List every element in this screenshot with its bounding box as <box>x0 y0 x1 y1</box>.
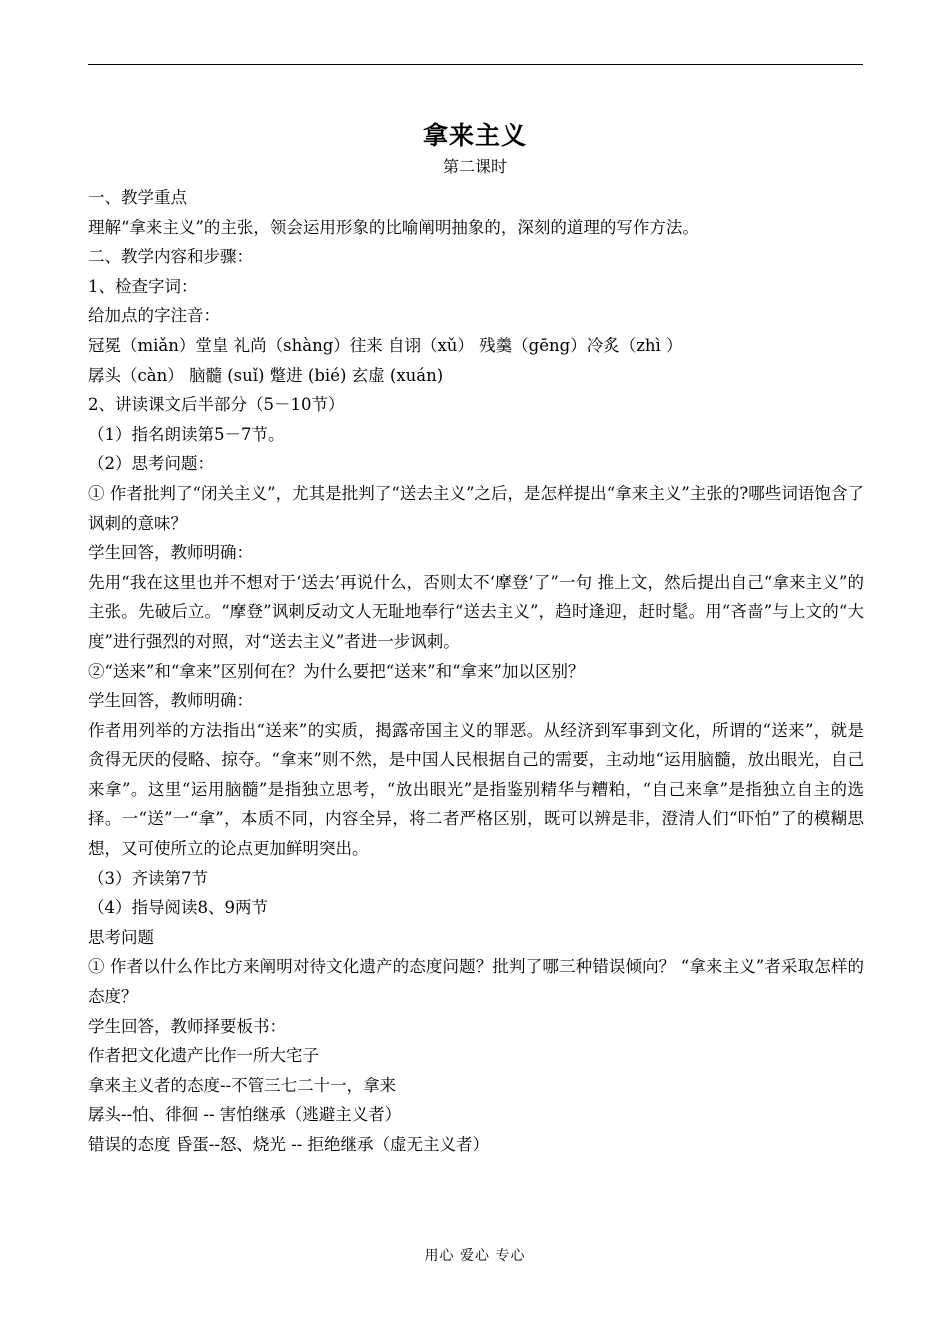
answer-paragraph-2: 作者用列举的方法指出“送来”的实质，揭露帝国主义的罪恶。从经济到军事到文化，所谓的“送来”，就是贪得无厌的侵略、掠夺。“拿来”则不然，是中国人民根据自己的需要，主动地“运用脑髓，放出眼光，自己来拿”。这里“运用脑髓”是指独立思考，“放出眼光”是指鉴别精华与糟粕，“自己来拿”是指独立自主的选择。一“送”一“拿”，本质不同，内容全异，将二者严格区别，既可以辨是非，澄清人们“吓怕”了的模糊思想，又可使所立的论点更加鲜明突出。 <box>88 720 864 859</box>
substep-4: （4）指导阅读8、9两节 <box>88 898 268 918</box>
board-note-1: 作者把文化遗产比作一所大宅子 <box>88 1046 319 1066</box>
question-2: ②“送来”和“拿来”区别何在？为什么要把“送来”和“拿来”加以区别？ <box>88 661 585 681</box>
answer-label-3: 学生回答，教师择要板书： <box>88 1016 286 1036</box>
question-1: ① 作者批判了“闭关主义”，尤其是批判了“送去主义”之后，是怎样提出“拿来主义”主张的?哪些词语饱含了讽刺的意味？ <box>88 483 864 533</box>
document-title: 拿来主义 <box>422 121 527 150</box>
document-subtitle: 第二课时 <box>442 157 507 176</box>
pinyin-line-2: 孱头（càn） 脑髓 (suǐ) 蹩进 (bié) 玄虚 (xuán) <box>88 365 444 385</box>
pinyin-line-1: 冠冕（miǎn）堂皇 礼尚（shàng）往来 自诩（xǔ） 残羹（gēng）冷炙（zhì ） <box>88 335 683 355</box>
section-heading-content-steps: 二、教学内容和步骤： <box>88 247 253 267</box>
answer-paragraph-1: 先用“我在这里也并不想对于‘送去’再说什么，否则太不‘摩登’了”一句 推上文，然后提出自己“拿来主义”的主张。先破后立。“摩登”讽刺反动文人无耻地奉行“送去主义”，趋时逢迎，赶时髦。用“吝啬”与上文的“大度”进行强烈的对照，对“送去主义”者进一步讽刺。 <box>88 572 864 651</box>
board-note-4: 错误的态度 昏蛋--怒、烧光 -- 拒绝继承（虚无主义者） <box>88 1135 490 1154</box>
section-heading-teaching-focus: 一、教学重点 <box>88 188 187 207</box>
header-rule <box>88 64 863 65</box>
teaching-focus-text: 理解“拿来主义”的主张，领会运用形象的比喻阐明抽象的，深刻的道理的写作方法。 <box>88 217 699 237</box>
board-note-3: 孱头--怕、徘徊 -- 害怕继承（逃避主义者） <box>88 1105 402 1125</box>
thinking-questions-label: 思考问题 <box>88 927 154 947</box>
substep-3: （3）齐读第7节 <box>88 868 208 888</box>
question-3: ① 作者以什么作比方来阐明对待文化遗产的态度问题？批判了哪三种错误倾向？ “拿来主义”者采取怎样的态度？ <box>88 957 864 1007</box>
board-note-2: 拿来主义者的态度--不管三七二十一，拿来 <box>88 1075 397 1095</box>
substep-2: （2）思考问题： <box>88 454 214 474</box>
step-check-words: 1、检查字词： <box>88 276 198 296</box>
page-footer: 用心 爱心 专心 <box>424 1248 526 1264</box>
document-body <box>88 183 864 1160</box>
step-lecture: 2、讲读课文后半部分（5－10节） <box>88 395 345 415</box>
pinyin-instruction: 给加点的字注音： <box>88 306 220 326</box>
answer-label-2: 学生回答，教师明确： <box>88 691 253 711</box>
substep-1: （1）指名朗读第5－7节。 <box>88 424 285 444</box>
answer-label-1: 学生回答，教师明确： <box>88 543 253 563</box>
